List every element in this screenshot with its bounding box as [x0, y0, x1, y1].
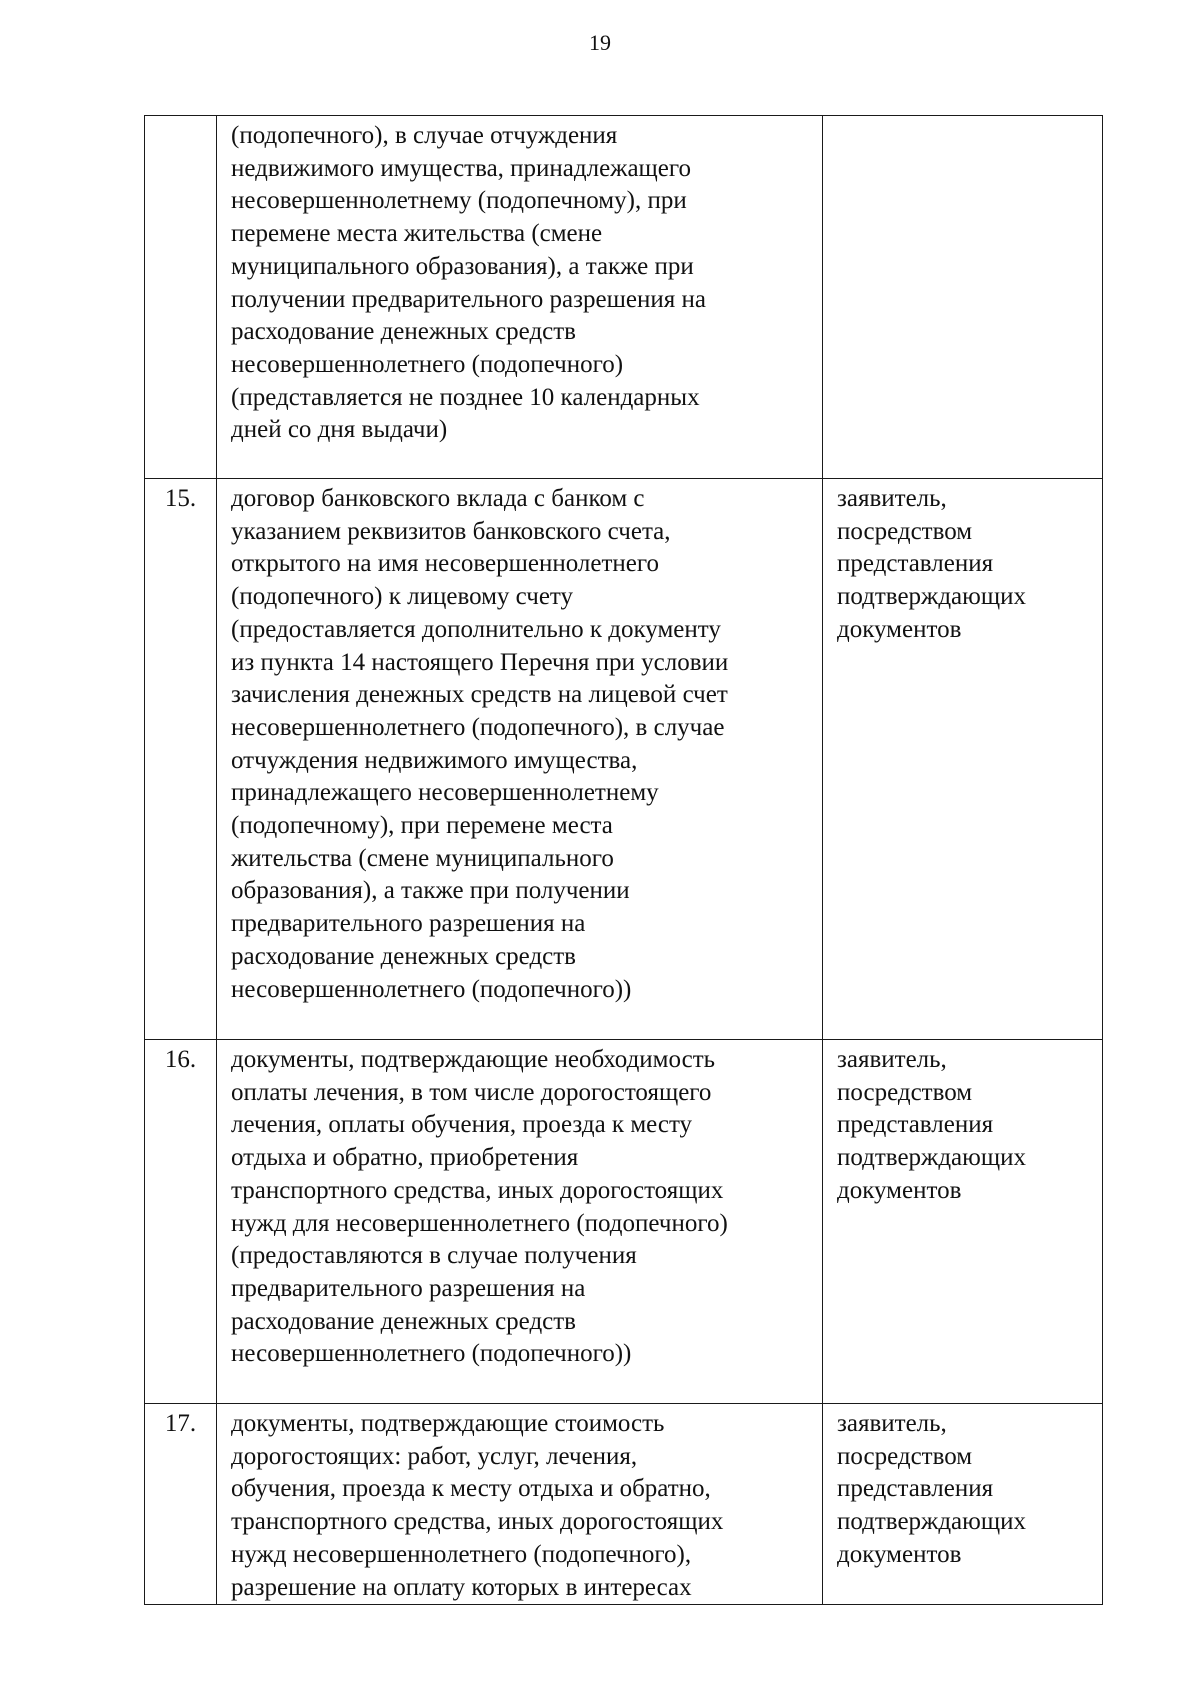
- text-line: расходование денежных средств: [231, 318, 576, 346]
- text-line: несовершеннолетнего (подопечного)): [231, 975, 632, 1003]
- row-description: [217, 479, 823, 1040]
- text-line: (представляется не позднее 10 календарных: [231, 383, 700, 411]
- page-number: 19: [589, 30, 611, 55]
- row-number: [145, 116, 217, 479]
- documents-table: [144, 115, 1103, 1605]
- text-line: заявитель,: [837, 1046, 947, 1073]
- text-line: отчуждения недвижимого имущества,: [231, 746, 638, 774]
- text-line: заявитель,: [837, 1410, 947, 1437]
- text-line: муниципального образования), а также при: [231, 252, 694, 280]
- row-description: [217, 1040, 823, 1404]
- text-line: предварительного разрешения на: [231, 910, 586, 938]
- text-line: договор банковского вклада с банком с: [231, 485, 645, 512]
- text-line: жительства (смене муниципального: [231, 844, 614, 872]
- text-line: образования), а также при получении: [231, 877, 630, 905]
- table-row: [145, 116, 1103, 479]
- text-line: документов: [837, 1176, 962, 1204]
- text-line: оплаты лечения, в том числе дорогостоящего: [231, 1078, 712, 1106]
- text-line: (подопечного) к лицевому счету: [231, 583, 574, 611]
- text-line: документы, подтверждающие необходимость: [231, 1046, 716, 1073]
- text-line: открытого на имя несовершеннолетнего: [231, 550, 660, 578]
- text-line: представления: [837, 550, 994, 578]
- text-line: (подопечного), в случае отчуждения: [231, 122, 618, 149]
- row-description: [217, 1404, 823, 1605]
- table-row: [145, 479, 1103, 1040]
- row-source: [823, 1040, 1103, 1404]
- text-line: заявитель,: [837, 485, 947, 512]
- text-line: принадлежащего несовершеннолетнему: [231, 779, 659, 807]
- row-number: 15.: [145, 479, 217, 1040]
- text-line: расходование денежных средств: [231, 1307, 576, 1335]
- text-line: недвижимого имущества, принадлежащего: [231, 154, 692, 182]
- text-line: документы, подтверждающие стоимость: [231, 1410, 665, 1437]
- text-line: лечения, оплаты обучения, проезда к месту: [231, 1111, 693, 1139]
- row-source: [823, 1404, 1103, 1605]
- text-line: посредством: [837, 1442, 973, 1470]
- text-line: (предоставляется дополнительно к документу: [231, 615, 721, 643]
- text-line: подтверждающих: [837, 1144, 1026, 1172]
- text-line: посредством: [837, 1078, 973, 1106]
- text-line: дней со дня выдачи): [231, 416, 448, 444]
- text-line: посредством: [837, 517, 973, 545]
- text-line: обучения, проезда к месту отдыха и обратно,: [231, 1475, 711, 1503]
- row-source: [823, 116, 1103, 479]
- text-line: нужд для несовершеннолетнего (подопечного): [231, 1209, 728, 1237]
- text-line: транспортного средства, иных дорогостоящих: [231, 1508, 724, 1536]
- text-line: подтверждающих: [837, 583, 1026, 611]
- table-row: [145, 1404, 1103, 1605]
- text-line: указанием реквизитов банковского счета,: [231, 517, 671, 545]
- text-line: документов: [837, 615, 962, 643]
- text-line: нужд несовершеннолетнего (подопечного),: [231, 1540, 692, 1568]
- text-line: несовершеннолетнего (подопечного)): [231, 1340, 632, 1368]
- text-line: (предоставляются в случае получения: [231, 1242, 637, 1270]
- row-description: [217, 116, 823, 479]
- text-line: зачисления денежных средств на лицевой счет: [231, 681, 728, 709]
- text-line: получении предварительного разрешения на: [231, 285, 706, 313]
- text-line: расходование денежных средств: [231, 942, 576, 970]
- row-number: 16.: [145, 1040, 217, 1404]
- text-line: предварительного разрешения на: [231, 1274, 586, 1302]
- text-line: несовершеннолетнему (подопечному), при: [231, 187, 687, 215]
- row-source: [823, 479, 1103, 1040]
- text-line: подтверждающих: [837, 1508, 1026, 1536]
- row-number: 17.: [145, 1404, 217, 1605]
- text-line: представления: [837, 1111, 994, 1139]
- text-line: разрешение на оплату которых в интересах: [231, 1573, 692, 1601]
- text-line: отдыха и обратно, приобретения: [231, 1144, 579, 1172]
- text-line: (подопечному), при перемене места: [231, 812, 613, 840]
- text-line: несовершеннолетнего (подопечного), в случае: [231, 713, 725, 741]
- text-line: транспортного средства, иных дорогостоящих: [231, 1176, 724, 1204]
- text-line: документов: [837, 1540, 962, 1568]
- text-line: представления: [837, 1475, 994, 1503]
- text-line: из пункта 14 настоящего Перечня при условии: [231, 648, 729, 676]
- text-line: перемене места жительства (смене: [231, 220, 603, 248]
- table-row: [145, 1040, 1103, 1404]
- text-line: дорогостоящих: работ, услуг, лечения,: [231, 1442, 638, 1470]
- text-line: несовершеннолетнего (подопечного): [231, 350, 624, 378]
